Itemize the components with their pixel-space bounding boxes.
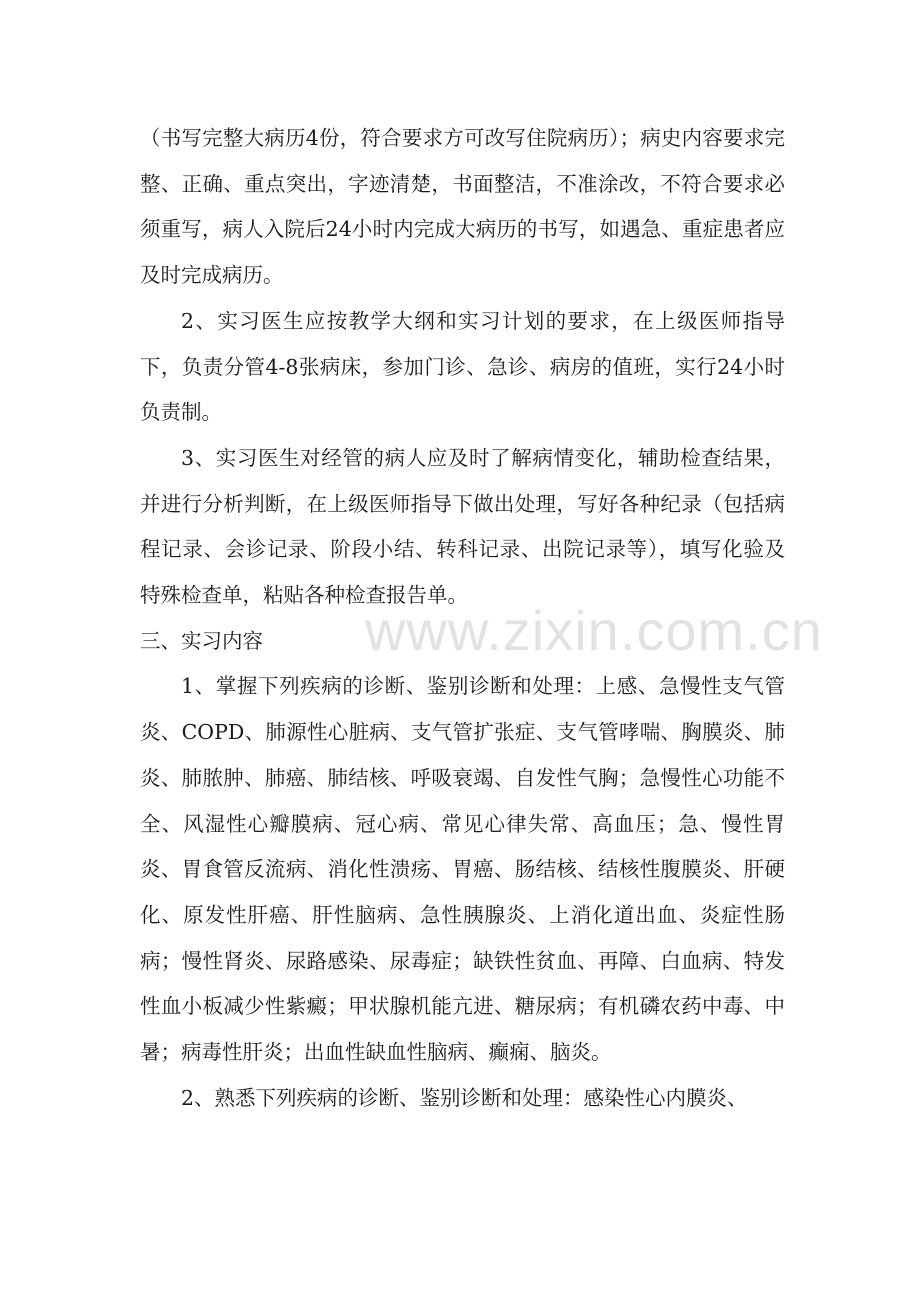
document-body [140,116,785,1121]
paragraph-item-2-bed-management: 2、实习医生应按教学大纲和实习计划的要求，在上级医师指导下，负责分管4-8张病床，参加门诊、急诊、病房的值班，实行24小时负责制。 [140,308,785,425]
paragraph-item-1-master-diseases: 1、掌握下列疾病的诊断、鉴别诊断和处理：上感、急慢性支气管炎、COPD、肺源性心脏病、支气管扩张症、支气管哮喘、胸膜炎、肺炎、肺脓肿、肺癌、肺结核、呼吸衰竭、自发性气胸；急慢性心功能不全、风湿性心瓣膜病、冠心病、常见心律失常、高血压；急、慢性胃炎、胃食管反流病、消化性溃疡、胃癌、肠结核、结核性腹膜炎、肝硬化、原发性肝癌、肝性脑病、急性胰腺炎、上消化道出血、炎症性肠病；慢性肾炎、尿路感染、尿毒症；缺铁性贫血、再障、白血病、特发性血小板减少性紫癜；甲状腺机能亢进、糖尿病；有机磷农药中毒、中暑；病毒性肝炎；出血性缺血性脑病、癫痫、脑炎。 [140,674,785,1065]
paragraph-item-2-familiar-diseases: 2、熟悉下列疾病的诊断、鉴别诊断和处理：感染性心内膜炎、 [181,1085,748,1110]
paragraph-medical-record-requirements: （书写完整大病历4份，符合要求方可改写住院病历）；病史内容要求完整、正确、重点突出，字迹清楚，书面整洁，不准涂改，不符合要求必须重写，病人入院后24小时内完成大病历的书写，如遇急、重症患者应及时完成病历。 [140,126,785,288]
paragraph-item-3-patient-records: 3、实习医生对经管的病人应及时了解病情变化，辅助检查结果，并进行分析判断，在上级医师指导下做出处理，写好各种纪录（包括病程记录、会诊记录、阶段小结、转科记录、出院记录等），填写化验及特殊检查单，粘贴各种检查报告单。 [140,445,785,608]
section-heading-internship-content: 三、实习内容 [140,628,263,653]
watermark-text: www.zixin.com.cn [365,599,823,662]
